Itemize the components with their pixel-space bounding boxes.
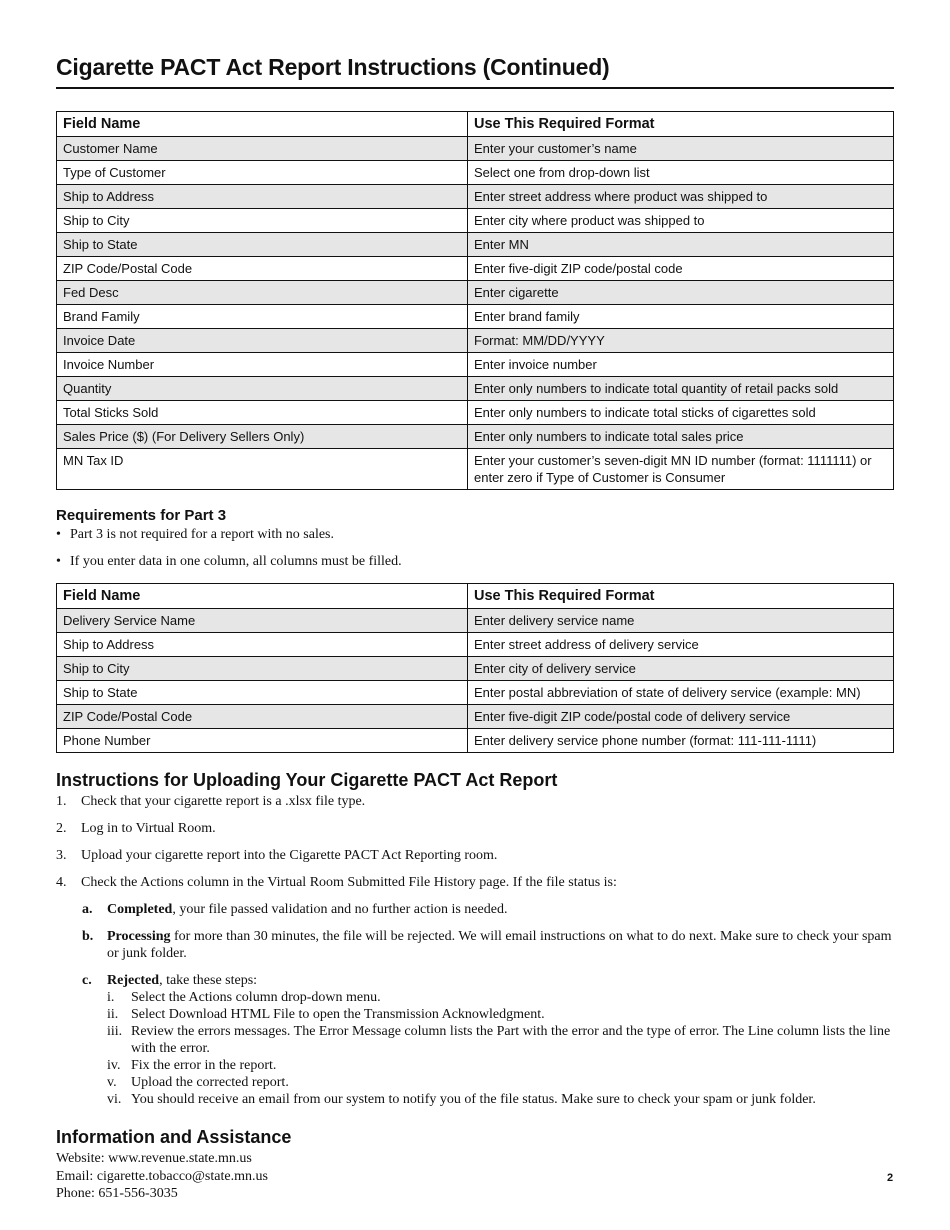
step-item [56,793,894,810]
format-cell: Enter city where product was shipped to [468,209,894,233]
field-name-cell: Fed Desc [57,281,468,305]
rejected-steps [56,989,894,1108]
rejected-step-number: iii. [107,1024,123,1039]
table-row [57,137,894,161]
status-text: , take these steps: [159,973,258,988]
field-name-cell: Ship to Address [57,633,468,657]
field-name-cell: Brand Family [57,305,468,329]
status-rejected [56,972,894,989]
table-row [57,657,894,681]
field-name-cell: Customer Name [57,137,468,161]
bullet-item [56,553,402,570]
step-number: 2. [56,821,67,836]
rejected-step-text: Review the errors messages. The Error Message column lists the Part with the error and the type of error. The Line column lists the line with the error. [131,1024,891,1056]
table-row [57,185,894,209]
format-cell: Enter your customer’s seven-digit MN ID number (format: 1111111) or enter zero if Type of Customer is Consumer [468,449,894,490]
section-heading-part3: Requirements for Part 3 [56,507,227,524]
format-cell: Enter delivery service phone number (format: 111-111-1111) [468,729,894,753]
field-name-cell: Ship to State [57,681,468,705]
column-header-format: Use This Required Format [468,112,894,137]
format-cell: Enter only numbers to indicate total sticks of cigarettes sold [468,401,894,425]
format-cell: Enter your customer’s name [468,137,894,161]
step-text: Check the Actions column in the Virtual Room Submitted File History page. If the file status is: [81,875,617,890]
field-name-cell: Phone Number [57,729,468,753]
format-cell: Enter MN [468,233,894,257]
format-cell: Enter street address where product was shipped to [468,185,894,209]
field-name-cell: ZIP Code/Postal Code [57,257,468,281]
table-row [57,233,894,257]
field-name-cell: Ship to City [57,657,468,681]
table-row [57,353,894,377]
rejected-step-item [56,1074,894,1091]
rejected-step-number: iv. [107,1058,121,1073]
format-cell: Select one from drop-down list [468,161,894,185]
rejected-step-item [56,1057,894,1074]
step-number: 1. [56,794,67,809]
step-item [56,874,894,891]
table-header-row [57,584,894,609]
step-number: 3. [56,848,67,863]
contact-info [56,1150,268,1203]
table-row [57,377,894,401]
bullet-item [56,526,334,543]
rejected-step-item [56,1006,894,1023]
rejected-step-number: v. [107,1075,117,1090]
status-text: , your file passed validation and no further action is needed. [172,902,508,917]
format-cell: Enter postal abbreviation of state of delivery service (example: MN) [468,681,894,705]
upload-steps [56,793,894,1108]
format-cell: Enter only numbers to indicate total sales price [468,425,894,449]
field-name-cell: Quantity [57,377,468,401]
rejected-step-item [56,1023,894,1057]
field-name-cell: Invoice Number [57,353,468,377]
column-header-field-name: Field Name [57,584,468,609]
table-row [57,281,894,305]
status-completed [56,901,894,918]
format-cell: Enter five-digit ZIP code/postal code [468,257,894,281]
field-name-cell: Total Sticks Sold [57,401,468,425]
format-cell: Enter delivery service name [468,609,894,633]
field-name-cell: MN Tax ID [57,449,468,490]
section-heading-info: Information and Assistance [56,1127,292,1147]
step-item [56,847,894,864]
status-key: Rejected [107,973,160,988]
format-cell: Format: MM/DD/YYYY [468,329,894,353]
bullet-text: Part 3 is not required for a report with no sales. [70,527,334,542]
table-row [57,705,894,729]
table-row [57,633,894,657]
field-name-cell: Sales Price ($) (For Delivery Sellers Only) [57,425,468,449]
rejected-step-number: i. [107,990,115,1005]
table-row [57,449,894,490]
format-table-part3 [56,583,894,753]
table-header-row [57,112,894,137]
bullet-text: If you enter data in one column, all columns must be filled. [70,554,402,569]
field-name-cell: ZIP Code/Postal Code [57,705,468,729]
step-text: Check that your cigarette report is a .xlsx file type. [81,794,366,809]
format-cell: Enter cigarette [468,281,894,305]
table-row [57,425,894,449]
rejected-step-text: Fix the error in the report. [131,1058,277,1073]
field-name-cell: Ship to Address [57,185,468,209]
field-name-cell: Delivery Service Name [57,609,468,633]
status-key: Processing [107,929,171,944]
table-row [57,209,894,233]
bullet-icon: • [56,527,61,542]
step-text: Log in to Virtual Room. [81,821,216,836]
format-cell: Enter only numbers to indicate total quantity of retail packs sold [468,377,894,401]
field-name-cell: Ship to City [57,209,468,233]
status-letter: a. [82,902,93,917]
rejected-step-text: Upload the corrected report. [131,1075,289,1090]
table-row [57,329,894,353]
table-row [57,609,894,633]
rejected-step-text: Select the Actions column drop-down menu. [131,990,381,1005]
table-row [57,257,894,281]
status-letter: c. [82,973,92,988]
table-row [57,401,894,425]
table-row [57,729,894,753]
format-cell: Enter five-digit ZIP code/postal code of delivery service [468,705,894,729]
table-row [57,161,894,185]
status-text: for more than 30 minutes, the file will be rejected. We will email instructions on what to do next. Make sure to check your spam or junk folder. [107,929,892,961]
field-name-cell: Ship to State [57,233,468,257]
format-cell: Enter brand family [468,305,894,329]
format-cell: Enter street address of delivery service [468,633,894,657]
status-key: Completed [107,902,173,917]
status-processing [56,928,894,962]
rejected-step-number: ii. [107,1007,119,1022]
rejected-step-number: vi. [107,1092,122,1107]
section-heading-upload: Instructions for Uploading Your Cigarette PACT Act Report [56,770,558,790]
rejected-step-item [56,989,894,1006]
step-text: Upload your cigarette report into the Cigarette PACT Act Reporting room. [81,848,498,863]
step-number: 4. [56,875,67,890]
table-row [57,305,894,329]
rejected-step-item [56,1091,894,1108]
step-item [56,820,894,837]
format-cell: Enter city of delivery service [468,657,894,681]
column-header-format: Use This Required Format [468,584,894,609]
phone-text: Phone: 651-556-3035 [56,1186,178,1201]
page-number: 2 [887,1172,894,1184]
status-letter: b. [82,929,94,944]
page-title: Cigarette PACT Act Report Instructions (Continued) [56,54,894,89]
field-name-cell: Invoice Date [57,329,468,353]
email-text: Email: cigarette.tobacco@state.mn.us [56,1168,268,1184]
website-text: Website: www.revenue.state.mn.us [56,1151,252,1166]
table-row [57,681,894,705]
rejected-step-text: Select Download HTML File to open the Transmission Acknowledgment. [131,1007,545,1022]
field-name-cell: Type of Customer [57,161,468,185]
rejected-step-text: You should receive an email from our system to notify you of the file status. Make sure to check your spam or junk folder. [131,1092,816,1107]
column-header-field-name: Field Name [57,112,468,137]
format-cell: Enter invoice number [468,353,894,377]
format-table-part2 [56,111,894,490]
bullet-icon: • [56,554,61,569]
